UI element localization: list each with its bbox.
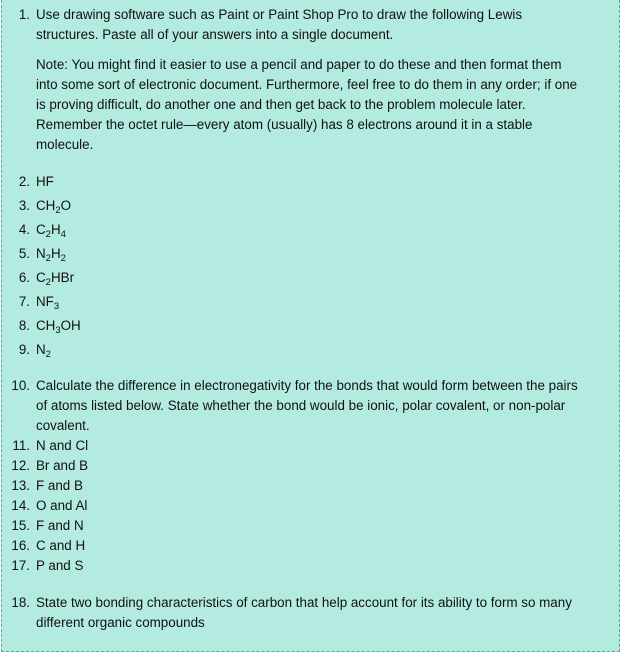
- worksheet-panel: [1, 0, 620, 652]
- item-number: 15.: [11, 518, 30, 533]
- formula-part: O: [60, 198, 72, 213]
- formula-subscript: 2: [45, 253, 51, 264]
- note-line: Remember the octet rule—every atom (usually) has 8 electrons around it in a stable: [36, 117, 533, 132]
- question-text: [36, 593, 608, 633]
- formula-subscript: 2: [45, 229, 51, 240]
- question-line: Calculate the difference in electronegativity for the bonds that would form between the pairs: [36, 378, 578, 393]
- question-text: [36, 5, 608, 45]
- atom-pair-text: Br and B: [36, 458, 89, 473]
- formula-subscript: 3: [53, 301, 60, 312]
- formula-part: CH: [36, 318, 56, 333]
- question-line: covalent.: [36, 418, 90, 433]
- molecule-formula: [36, 196, 608, 216]
- item-number: 8.: [18, 318, 30, 333]
- atom-pair-text: P and S: [36, 558, 84, 573]
- formula-part: C: [36, 222, 46, 237]
- atom-pair-text: N and Cl: [36, 438, 89, 453]
- molecule-formula: [36, 172, 608, 192]
- item-number: 14.: [11, 498, 30, 513]
- formula-part: HF: [36, 174, 54, 189]
- formula-part: H: [50, 222, 61, 237]
- formula-part: OH: [60, 318, 81, 333]
- formula-part: N: [36, 246, 46, 261]
- atom-pair-text: F and B: [36, 478, 83, 493]
- formula-subscript: 2: [45, 349, 51, 360]
- item-number: 16.: [11, 538, 30, 553]
- molecule-formula: [36, 244, 608, 264]
- atom-pair-text: O and Al: [36, 498, 88, 513]
- formula-subscript: 4: [60, 229, 66, 240]
- molecule-formula: [36, 292, 608, 312]
- item-number: 9.: [18, 342, 30, 357]
- note-line: molecule.: [36, 137, 94, 152]
- formula-subscript: 2: [60, 253, 66, 264]
- note-line: is proving difficult, do another one and then get back to the problem molecule later.: [36, 97, 526, 112]
- item-number: 11.: [12, 438, 30, 453]
- question-number: 1.: [18, 7, 30, 22]
- molecule-formula: [36, 316, 608, 336]
- molecule-formula: [36, 220, 608, 240]
- note-line: into some sort of electronic document. Furthermore, feel free to do them in any order; if one: [36, 77, 578, 92]
- formula-part: N: [36, 342, 46, 357]
- atom-pair-text: F and N: [36, 518, 84, 533]
- molecule-formula: [36, 268, 608, 288]
- formula-part: H: [50, 246, 61, 261]
- item-number: 6.: [18, 270, 30, 285]
- question-line: different organic compounds: [36, 615, 205, 630]
- question-line: State two bonding characteristics of carbon that help account for its ability to form so many: [36, 595, 572, 610]
- item-number: 7.: [18, 294, 30, 309]
- formula-subscript: 2: [45, 277, 51, 288]
- formula-part: NF: [36, 294, 54, 309]
- question-line: Use drawing software such as Paint or Paint Shop Pro to draw the following Lewis: [36, 7, 523, 22]
- item-number: 17.: [11, 558, 30, 573]
- item-number: 2.: [18, 174, 30, 189]
- question-text: [36, 376, 608, 436]
- formula-subscript: 2: [55, 205, 61, 216]
- item-number: 4.: [18, 222, 30, 237]
- item-number: 3.: [18, 198, 30, 213]
- note-line: Note: You might find it easier to use a pencil and paper to do these and then format them: [36, 57, 562, 72]
- molecule-formula: [36, 340, 608, 360]
- question-number: 18.: [11, 595, 30, 610]
- question-number: 10.: [11, 378, 30, 393]
- question-line: of atoms listed below. State whether the bond would be ionic, polar covalent, or non-polar: [36, 398, 566, 413]
- item-number: 13.: [11, 478, 30, 493]
- formula-part: CH: [36, 198, 56, 213]
- atom-pair-text: C and H: [36, 538, 86, 553]
- formula-subscript: 3: [55, 325, 61, 336]
- formula-part: HBr: [50, 270, 75, 285]
- question-line: structures. Paste all of your answers into a single document.: [36, 27, 394, 42]
- item-number: 5.: [18, 246, 30, 261]
- formula-part: C: [36, 270, 46, 285]
- item-number: 12.: [11, 458, 30, 473]
